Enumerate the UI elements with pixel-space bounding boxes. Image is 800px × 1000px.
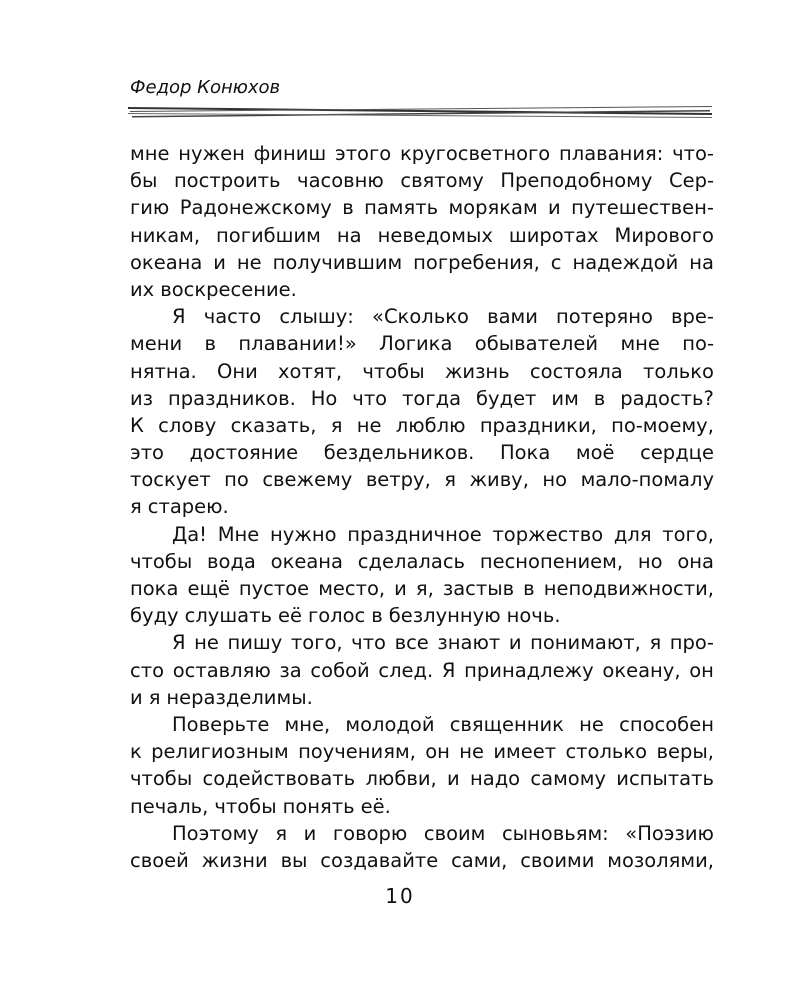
word: принадлежу <box>464 658 594 682</box>
word: К <box>130 413 144 437</box>
word: буду <box>130 604 179 628</box>
word: того, <box>290 631 343 655</box>
word: чтобы <box>130 549 193 573</box>
word: из <box>130 386 154 410</box>
word: неведомых <box>377 223 493 247</box>
word: неразделимы. <box>166 685 313 709</box>
word: тоскует <box>130 468 211 492</box>
word: но <box>637 549 663 573</box>
word: тогда <box>402 386 462 410</box>
word: «Сколько <box>372 305 469 329</box>
word: получившим <box>272 250 403 274</box>
word: Да! <box>172 522 208 546</box>
word: печаль, <box>130 794 209 818</box>
word: мне <box>620 332 660 356</box>
word: место, <box>318 577 386 600</box>
word: нужен <box>178 142 245 165</box>
word: хотят, <box>278 359 343 383</box>
text-line <box>130 303 714 330</box>
running-header-author: Федор Конюхов <box>130 77 281 98</box>
word: старею. <box>147 495 229 519</box>
word: кругосветного <box>399 142 551 165</box>
word: мало-помалу <box>580 468 714 492</box>
word: и <box>447 767 460 791</box>
word: я <box>330 413 343 437</box>
word: её <box>277 604 302 628</box>
word: по- <box>682 332 714 356</box>
word: океану, <box>602 658 681 682</box>
word: не <box>579 712 604 736</box>
word: Я <box>441 658 456 682</box>
text-line <box>130 167 714 194</box>
word: поучениям, <box>298 740 416 764</box>
word: своей <box>130 848 189 872</box>
word: им <box>551 386 579 410</box>
word: сыновьям: <box>501 821 609 845</box>
word: этого <box>335 142 392 165</box>
word: в <box>204 332 216 356</box>
word: говорю <box>332 821 408 845</box>
text-line <box>130 684 714 711</box>
word: люблю <box>395 413 466 437</box>
word: сами, <box>451 848 508 872</box>
word: безлунную <box>388 604 501 628</box>
text-line <box>130 194 714 221</box>
word: своими <box>520 848 595 872</box>
word: Поверьте <box>172 712 270 736</box>
word: не <box>356 413 382 437</box>
word: способен <box>619 712 714 736</box>
word: плавания: <box>559 142 664 165</box>
word: часовню <box>297 169 384 193</box>
text-line <box>130 657 714 684</box>
word: по <box>224 468 249 492</box>
text-line <box>130 493 714 520</box>
word: вами <box>487 305 538 329</box>
word: Я <box>172 305 186 329</box>
word: что <box>351 631 386 655</box>
word: по-моему, <box>611 413 714 437</box>
word: в <box>523 577 535 600</box>
word: песнопением, <box>479 549 624 573</box>
word: он <box>689 658 714 682</box>
text-line <box>130 575 714 602</box>
word: имеет <box>493 740 557 764</box>
text-line <box>130 602 714 629</box>
word: океана <box>130 250 203 274</box>
word: часто <box>203 305 262 329</box>
word: мне, <box>284 712 331 736</box>
text-line <box>130 222 714 249</box>
word: торжество <box>492 522 604 546</box>
word: Пока <box>499 441 551 465</box>
word: и <box>548 196 561 220</box>
word: слышу: <box>279 305 354 329</box>
word: будет <box>476 386 537 410</box>
word: Но <box>310 386 338 410</box>
word: он <box>425 740 450 764</box>
word: мне <box>130 142 170 165</box>
word: Они <box>216 359 258 383</box>
word: «Поэзию <box>625 821 714 845</box>
word: неподвижности, <box>543 577 714 600</box>
word: и <box>508 631 522 655</box>
text-line <box>130 521 714 548</box>
text-line <box>130 793 714 820</box>
word: воскресение. <box>160 277 297 301</box>
word: знают <box>437 631 501 655</box>
word: мозолями, <box>607 848 714 872</box>
word: своим <box>423 821 486 845</box>
text-line <box>130 548 714 575</box>
word: след. <box>378 658 434 682</box>
word: я <box>444 468 456 492</box>
word: состояла <box>529 359 623 383</box>
word: надо <box>470 767 521 791</box>
word: не <box>459 740 484 764</box>
body-text <box>130 140 714 874</box>
word: нятна. <box>130 359 197 383</box>
word: святому <box>400 169 484 193</box>
word: мени <box>130 332 183 356</box>
word: сто <box>130 658 165 682</box>
word: в <box>371 604 383 628</box>
word: чтобы <box>362 359 425 383</box>
word: Мирового <box>614 223 714 247</box>
word: любви, <box>365 767 437 791</box>
word: веры, <box>656 740 714 764</box>
text-line <box>130 765 714 792</box>
word: память <box>364 196 439 220</box>
word: ещё <box>187 577 230 600</box>
word: надеждой <box>572 250 679 274</box>
word: и <box>130 685 143 709</box>
word: Я <box>172 631 186 655</box>
word: я <box>275 821 288 845</box>
word: застыв <box>442 577 515 600</box>
word: построить <box>173 169 281 193</box>
word: священник <box>449 712 564 736</box>
text-line <box>130 439 714 466</box>
word: достояние <box>189 441 299 465</box>
word: свежему <box>262 468 353 492</box>
word: про- <box>669 631 714 655</box>
word: я <box>130 495 142 519</box>
word: погребения, <box>413 250 540 274</box>
text-line <box>130 330 714 357</box>
text-line <box>130 358 714 385</box>
word: голос <box>307 604 366 628</box>
word: жизни <box>201 848 268 872</box>
word: слушать <box>184 604 272 628</box>
word: за <box>279 658 302 682</box>
word: бездельников. <box>323 441 475 465</box>
word: слову <box>158 413 217 437</box>
word: пишу <box>227 631 283 655</box>
word: обывателей <box>474 332 599 356</box>
word: Мне <box>217 522 260 546</box>
word: молодой <box>345 712 435 736</box>
word: вода <box>207 549 256 573</box>
word: оставляю <box>172 658 271 682</box>
word: сказать, <box>230 413 317 437</box>
word: Сер- <box>668 169 714 193</box>
word: все <box>394 631 429 655</box>
word: гию <box>130 196 170 220</box>
word: с <box>550 250 562 274</box>
word: вы <box>280 848 308 872</box>
word: но <box>542 468 568 492</box>
word: Логика <box>379 332 453 356</box>
word: собой <box>310 658 370 682</box>
word: сделалась <box>357 549 466 573</box>
word: бы <box>130 169 158 193</box>
text-line <box>130 711 714 738</box>
word: праздничное <box>347 522 482 546</box>
word: создавайте <box>320 848 439 872</box>
word: чтобы <box>214 794 277 818</box>
word: ночь. <box>506 604 561 628</box>
word: жизнь <box>444 359 510 383</box>
word: путешествен- <box>571 196 714 220</box>
word: она <box>677 549 714 573</box>
page-number: 10 <box>385 884 415 908</box>
word: их <box>130 277 155 301</box>
word: для <box>613 522 652 546</box>
word: праздников. <box>168 386 296 410</box>
word: морякам <box>448 196 538 220</box>
word: финиш <box>253 142 327 165</box>
word: живу, <box>469 468 529 492</box>
header-rule <box>128 104 712 122</box>
word: к <box>130 740 142 764</box>
text-line <box>130 738 714 765</box>
word: в <box>593 386 606 410</box>
word: не <box>194 631 219 655</box>
word: что- <box>672 142 714 165</box>
word: нужно <box>269 522 337 546</box>
word: ветру, <box>365 468 431 492</box>
word: радость? <box>620 386 714 410</box>
word: сердце <box>640 441 714 465</box>
text-line <box>130 140 714 167</box>
word: Радонежскому <box>179 196 332 220</box>
word: я <box>649 631 662 655</box>
word: моё <box>575 441 615 465</box>
word: океана <box>270 549 344 573</box>
word: в <box>342 196 354 220</box>
word: столько <box>565 740 648 764</box>
word: её. <box>360 794 391 818</box>
word: вре- <box>671 305 714 329</box>
word: пустое <box>238 577 310 600</box>
word: я <box>148 685 161 709</box>
text-line <box>130 385 714 412</box>
word: религиозным <box>151 740 289 764</box>
word: содействовать <box>202 767 356 791</box>
word: что <box>352 386 388 410</box>
text-line <box>130 820 714 847</box>
word: на <box>336 223 362 247</box>
word: и <box>213 250 226 274</box>
word: понять <box>282 794 355 818</box>
word: и <box>394 577 407 600</box>
text-line <box>130 412 714 439</box>
word: плавании!» <box>238 332 357 356</box>
word: широтах <box>508 223 599 247</box>
word: я, <box>415 577 434 600</box>
word: пока <box>130 577 179 600</box>
word: Поэтому <box>172 821 259 845</box>
word: понимают, <box>530 631 641 655</box>
text-line <box>130 847 714 874</box>
text-line <box>130 276 714 303</box>
word: погибшим <box>216 223 321 247</box>
text-line <box>130 629 714 656</box>
word: никам, <box>130 223 201 247</box>
word: потеряно <box>556 305 653 329</box>
word: это <box>130 441 164 465</box>
text-line <box>130 249 714 276</box>
word: чтобы <box>130 767 193 791</box>
word: самому <box>530 767 606 791</box>
word: на <box>689 250 714 274</box>
word: не <box>236 250 262 274</box>
word: и <box>303 821 317 845</box>
word: праздники, <box>479 413 597 437</box>
text-line <box>130 466 714 493</box>
word: только <box>642 359 714 383</box>
word: Преподобному <box>500 169 653 193</box>
word: испытать <box>616 767 714 791</box>
word: того, <box>662 522 714 546</box>
